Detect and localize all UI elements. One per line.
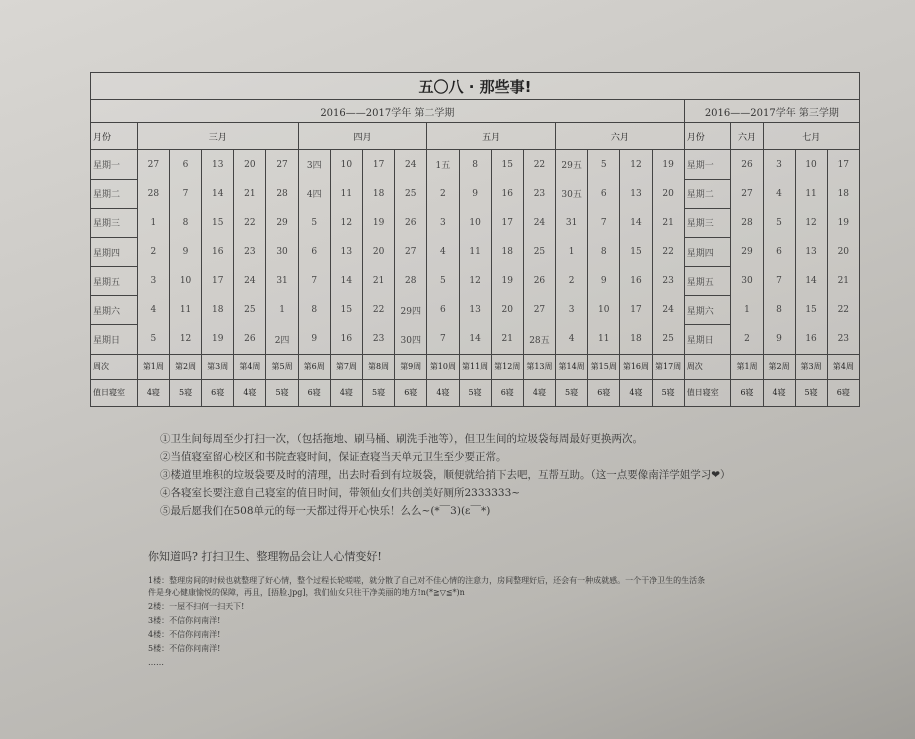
date-cell: 20: [491, 296, 523, 325]
date-cell: 26: [731, 150, 763, 179]
date-cell: 23: [523, 179, 555, 208]
reply-item: 4楼：不信你问南洋!: [148, 630, 221, 639]
weekday-label: 星期六: [91, 296, 138, 325]
date-cell: 11: [169, 296, 201, 325]
date-cell: 20: [652, 179, 684, 208]
date-cell: 17: [491, 208, 523, 237]
date-cell: 20: [234, 150, 266, 179]
week-cell: 第14周: [556, 354, 588, 379]
date-cell: 5: [137, 325, 169, 354]
date-cell: 30: [731, 267, 763, 296]
date-cell: 14: [330, 267, 362, 296]
date-cell: 17: [827, 150, 859, 179]
date-cell: 5: [763, 208, 795, 237]
date-cell: 16: [491, 179, 523, 208]
date-cell: 2: [556, 267, 588, 296]
date-cell: 11: [795, 179, 827, 208]
date-cell: 31: [266, 267, 298, 296]
date-cell: 12: [169, 325, 201, 354]
date-cell: 29: [266, 208, 298, 237]
duty-cell: 6寝: [395, 379, 427, 406]
date-cell: 8: [298, 296, 330, 325]
date-cell: 18: [362, 179, 394, 208]
date-cell: 7: [169, 179, 201, 208]
date-cell: 26: [523, 267, 555, 296]
date-cell: 18: [620, 325, 652, 354]
date-cell: 30四: [395, 325, 427, 354]
week-cell: 第12周: [491, 354, 523, 379]
duty-cell: 4寝: [234, 379, 266, 406]
date-cell: 24: [234, 267, 266, 296]
date-cell: 3: [137, 267, 169, 296]
reply-item: 2楼：一屋不扫何一扫天下!: [148, 602, 245, 611]
duty-label: 值日寝室: [91, 379, 138, 406]
date-cell: 28: [137, 179, 169, 208]
date-cell: 8: [169, 208, 201, 237]
term-summer-label: 2016——2017学年 第三学期: [684, 100, 859, 123]
duty-cell: 6寝: [298, 379, 330, 406]
week-cell: 第9周: [395, 354, 427, 379]
week-cell: 第4周: [827, 354, 859, 379]
date-cell: 10: [588, 296, 620, 325]
date-cell: 17: [202, 267, 234, 296]
date-cell: 18: [202, 296, 234, 325]
weekday-label: 星期一: [91, 150, 138, 179]
date-cell: 25: [652, 325, 684, 354]
week-cell: 第5周: [266, 354, 298, 379]
duty-cell: 6寝: [731, 379, 763, 406]
date-cell: 26: [395, 208, 427, 237]
date-cell: 4: [137, 296, 169, 325]
month-label: 月份: [684, 123, 731, 150]
date-cell: 30五: [556, 179, 588, 208]
date-cell: 8: [459, 150, 491, 179]
reply-item: ……: [148, 658, 164, 667]
date-cell: 25: [234, 296, 266, 325]
note-item: ②当值寝室留心校区和书院查寝时间，保证查寝当天单元卫生至少要正常。: [160, 451, 507, 463]
date-cell: 6: [763, 237, 795, 266]
weekday-label: 星期五: [684, 267, 731, 296]
date-cell: 13: [330, 237, 362, 266]
date-cell: 2: [137, 237, 169, 266]
weekday-label: 星期六: [684, 296, 731, 325]
date-cell: 11: [588, 325, 620, 354]
date-cell: 27: [137, 150, 169, 179]
date-cell: 27: [523, 296, 555, 325]
date-cell: 15: [202, 208, 234, 237]
date-cell: 21: [234, 179, 266, 208]
date-cell: 14: [795, 267, 827, 296]
date-cell: 10: [330, 150, 362, 179]
date-cell: 2: [731, 325, 763, 354]
duty-cell: 4寝: [137, 379, 169, 406]
duty-cell: 4寝: [523, 379, 555, 406]
week-cell: 第15周: [588, 354, 620, 379]
reply-item: 1楼：整理房间的时候也就整理了好心情，整个过程长轮嗟嗟，就分散了自己对不佳心情的注意力，房间整理好后，还会有一种成就感。一个干净卫生的生活条件是身心健康愉悦的保障，再且，[捂脸.jpg]，我们仙女只往干净美丽的地方!n(*≧▽≦*)n: [148, 576, 706, 597]
date-cell: 16: [620, 267, 652, 296]
date-cell: 20: [362, 237, 394, 266]
duty-cell: 5寝: [266, 379, 298, 406]
date-cell: 19: [362, 208, 394, 237]
duty-cell: 4寝: [427, 379, 459, 406]
date-cell: 9: [588, 267, 620, 296]
date-cell: 15: [620, 237, 652, 266]
date-cell: 27: [731, 179, 763, 208]
duty-schedule-table: [90, 72, 860, 407]
date-cell: 30: [266, 237, 298, 266]
date-cell: 22: [234, 208, 266, 237]
date-cell: 6: [169, 150, 201, 179]
reply-item: 5楼：不信你问南洋!: [148, 644, 221, 653]
date-cell: 18: [491, 237, 523, 266]
reply-item: 3楼：不信你问南洋!: [148, 616, 221, 625]
duty-cell: 5寝: [169, 379, 201, 406]
week-cell: 第3周: [795, 354, 827, 379]
date-cell: 19: [491, 267, 523, 296]
date-cell: 7: [763, 267, 795, 296]
date-cell: 9: [169, 237, 201, 266]
weekday-label: 星期二: [684, 179, 731, 208]
date-cell: 20: [827, 237, 859, 266]
date-cell: 14: [202, 179, 234, 208]
date-cell: 13: [620, 179, 652, 208]
date-cell: 15: [330, 296, 362, 325]
date-cell: 31: [556, 208, 588, 237]
date-cell: 12: [330, 208, 362, 237]
date-cell: 29: [731, 237, 763, 266]
date-cell: 9: [459, 179, 491, 208]
date-cell: 4: [556, 325, 588, 354]
month-label: 月份: [91, 123, 138, 150]
month-header: 三月: [137, 123, 298, 150]
date-cell: 10: [169, 267, 201, 296]
duty-cell: 5寝: [362, 379, 394, 406]
duty-cell: 5寝: [795, 379, 827, 406]
duty-label: 值日寝室: [684, 379, 731, 406]
date-cell: 7: [298, 267, 330, 296]
weekday-label: 星期一: [684, 150, 731, 179]
date-cell: 5: [298, 208, 330, 237]
date-cell: 8: [588, 237, 620, 266]
date-cell: 6: [427, 296, 459, 325]
date-cell: 6: [298, 237, 330, 266]
date-cell: 11: [459, 237, 491, 266]
note-item: ⑤最后愿我们在508单元的每一天都过得开心快乐！么么~(*￣3)(ε￣*): [160, 505, 491, 517]
date-cell: 16: [795, 325, 827, 354]
date-cell: 24: [523, 208, 555, 237]
date-cell: 22: [523, 150, 555, 179]
date-cell: 12: [620, 150, 652, 179]
week-cell: 第2周: [169, 354, 201, 379]
date-cell: 17: [620, 296, 652, 325]
month-header: 四月: [298, 123, 427, 150]
note-item: ③楼道里堆积的垃圾袋要及时的清理，出去时看到有垃圾袋，顺便就给捎下去吧，互帮互助。（这一点要像南洋学姐学习❤）: [160, 469, 731, 481]
date-cell: 13: [795, 237, 827, 266]
date-cell: 19: [652, 150, 684, 179]
date-cell: 23: [362, 325, 394, 354]
date-cell: 8: [763, 296, 795, 325]
date-cell: 22: [827, 296, 859, 325]
week-label: 周次: [91, 354, 138, 379]
duty-cell: 5寝: [652, 379, 684, 406]
duty-cell: 5寝: [556, 379, 588, 406]
date-cell: 12: [795, 208, 827, 237]
weekday-label: 星期二: [91, 179, 138, 208]
date-cell: 24: [652, 296, 684, 325]
date-cell: 16: [202, 237, 234, 266]
weekday-label: 星期三: [684, 208, 731, 237]
weekday-label: 星期三: [91, 208, 138, 237]
notes-list: [160, 430, 731, 520]
date-cell: 29四: [395, 296, 427, 325]
date-cell: 29五: [556, 150, 588, 179]
date-cell: 1: [266, 296, 298, 325]
date-cell: 1五: [427, 150, 459, 179]
date-cell: 2四: [266, 325, 298, 354]
date-cell: 25: [395, 179, 427, 208]
week-cell: 第11周: [459, 354, 491, 379]
date-cell: 4: [427, 237, 459, 266]
date-cell: 7: [427, 325, 459, 354]
date-cell: 10: [795, 150, 827, 179]
duty-cell: 6寝: [491, 379, 523, 406]
date-cell: 21: [827, 267, 859, 296]
date-cell: 22: [362, 296, 394, 325]
date-cell: 14: [620, 208, 652, 237]
date-cell: 27: [266, 150, 298, 179]
schedule-title: 五〇八 · 那些事!: [91, 73, 860, 100]
date-cell: 19: [827, 208, 859, 237]
date-cell: 13: [459, 296, 491, 325]
weekday-label: 星期日: [684, 325, 731, 354]
month-header: 五月: [427, 123, 556, 150]
week-cell: 第4周: [234, 354, 266, 379]
date-cell: 22: [652, 237, 684, 266]
date-cell: 25: [523, 237, 555, 266]
month-header: 七月: [763, 123, 859, 150]
date-cell: 13: [202, 150, 234, 179]
date-cell: 18: [827, 179, 859, 208]
date-cell: 10: [459, 208, 491, 237]
tip-text: 你知道吗? 打扫卫生、整理物品会让人心情变好!: [148, 550, 382, 563]
date-cell: 6: [588, 179, 620, 208]
week-label: 周次: [684, 354, 731, 379]
week-cell: 第8周: [362, 354, 394, 379]
date-cell: 21: [652, 208, 684, 237]
date-cell: 23: [652, 267, 684, 296]
date-cell: 7: [588, 208, 620, 237]
week-cell: 第10周: [427, 354, 459, 379]
date-cell: 21: [362, 267, 394, 296]
date-cell: 3: [427, 208, 459, 237]
week-cell: 第1周: [731, 354, 763, 379]
date-cell: 23: [827, 325, 859, 354]
date-cell: 19: [202, 325, 234, 354]
date-cell: 1: [731, 296, 763, 325]
date-cell: 9: [298, 325, 330, 354]
date-cell: 4: [763, 179, 795, 208]
duty-cell: 6寝: [202, 379, 234, 406]
date-cell: 28五: [523, 325, 555, 354]
date-cell: 26: [234, 325, 266, 354]
duty-cell: 6寝: [588, 379, 620, 406]
date-cell: 3四: [298, 150, 330, 179]
duty-cell: 4寝: [763, 379, 795, 406]
weekday-label: 星期四: [684, 237, 731, 266]
date-cell: 2: [427, 179, 459, 208]
date-cell: 21: [491, 325, 523, 354]
date-cell: 27: [395, 237, 427, 266]
replies-list: [148, 575, 708, 671]
date-cell: 23: [234, 237, 266, 266]
week-cell: 第16周: [620, 354, 652, 379]
term-spring-label: 2016——2017学年 第二学期: [91, 100, 685, 123]
month-header: 六月: [731, 123, 763, 150]
date-cell: 16: [330, 325, 362, 354]
date-cell: 4四: [298, 179, 330, 208]
date-cell: 28: [266, 179, 298, 208]
week-cell: 第17周: [652, 354, 684, 379]
week-cell: 第7周: [330, 354, 362, 379]
note-item: ①卫生间每周至少打扫一次，（包括拖地、刷马桶、刷洗手池等），但卫生间的垃圾袋每周最好更换两次。: [160, 433, 643, 445]
date-cell: 3: [556, 296, 588, 325]
date-cell: 9: [763, 325, 795, 354]
date-cell: 11: [330, 179, 362, 208]
duty-cell: 5寝: [459, 379, 491, 406]
date-cell: 5: [427, 267, 459, 296]
date-cell: 15: [795, 296, 827, 325]
date-cell: 24: [395, 150, 427, 179]
date-cell: 3: [763, 150, 795, 179]
date-cell: 1: [556, 237, 588, 266]
month-header: 六月: [556, 123, 685, 150]
date-cell: 12: [459, 267, 491, 296]
weekday-label: 星期五: [91, 267, 138, 296]
weekday-label: 星期四: [91, 237, 138, 266]
date-cell: 28: [395, 267, 427, 296]
note-item: ④各寝室长要注意自己寝室的值日时间，带领仙女们共创美好厕所2333333~: [160, 487, 521, 499]
duty-cell: 6寝: [827, 379, 859, 406]
week-cell: 第6周: [298, 354, 330, 379]
week-cell: 第13周: [523, 354, 555, 379]
duty-cell: 4寝: [330, 379, 362, 406]
date-cell: 28: [731, 208, 763, 237]
date-cell: 14: [459, 325, 491, 354]
date-cell: 5: [588, 150, 620, 179]
week-cell: 第2周: [763, 354, 795, 379]
date-cell: 1: [137, 208, 169, 237]
date-cell: 17: [362, 150, 394, 179]
week-cell: 第3周: [202, 354, 234, 379]
duty-cell: 4寝: [620, 379, 652, 406]
weekday-label: 星期日: [91, 325, 138, 354]
week-cell: 第1周: [137, 354, 169, 379]
date-cell: 15: [491, 150, 523, 179]
